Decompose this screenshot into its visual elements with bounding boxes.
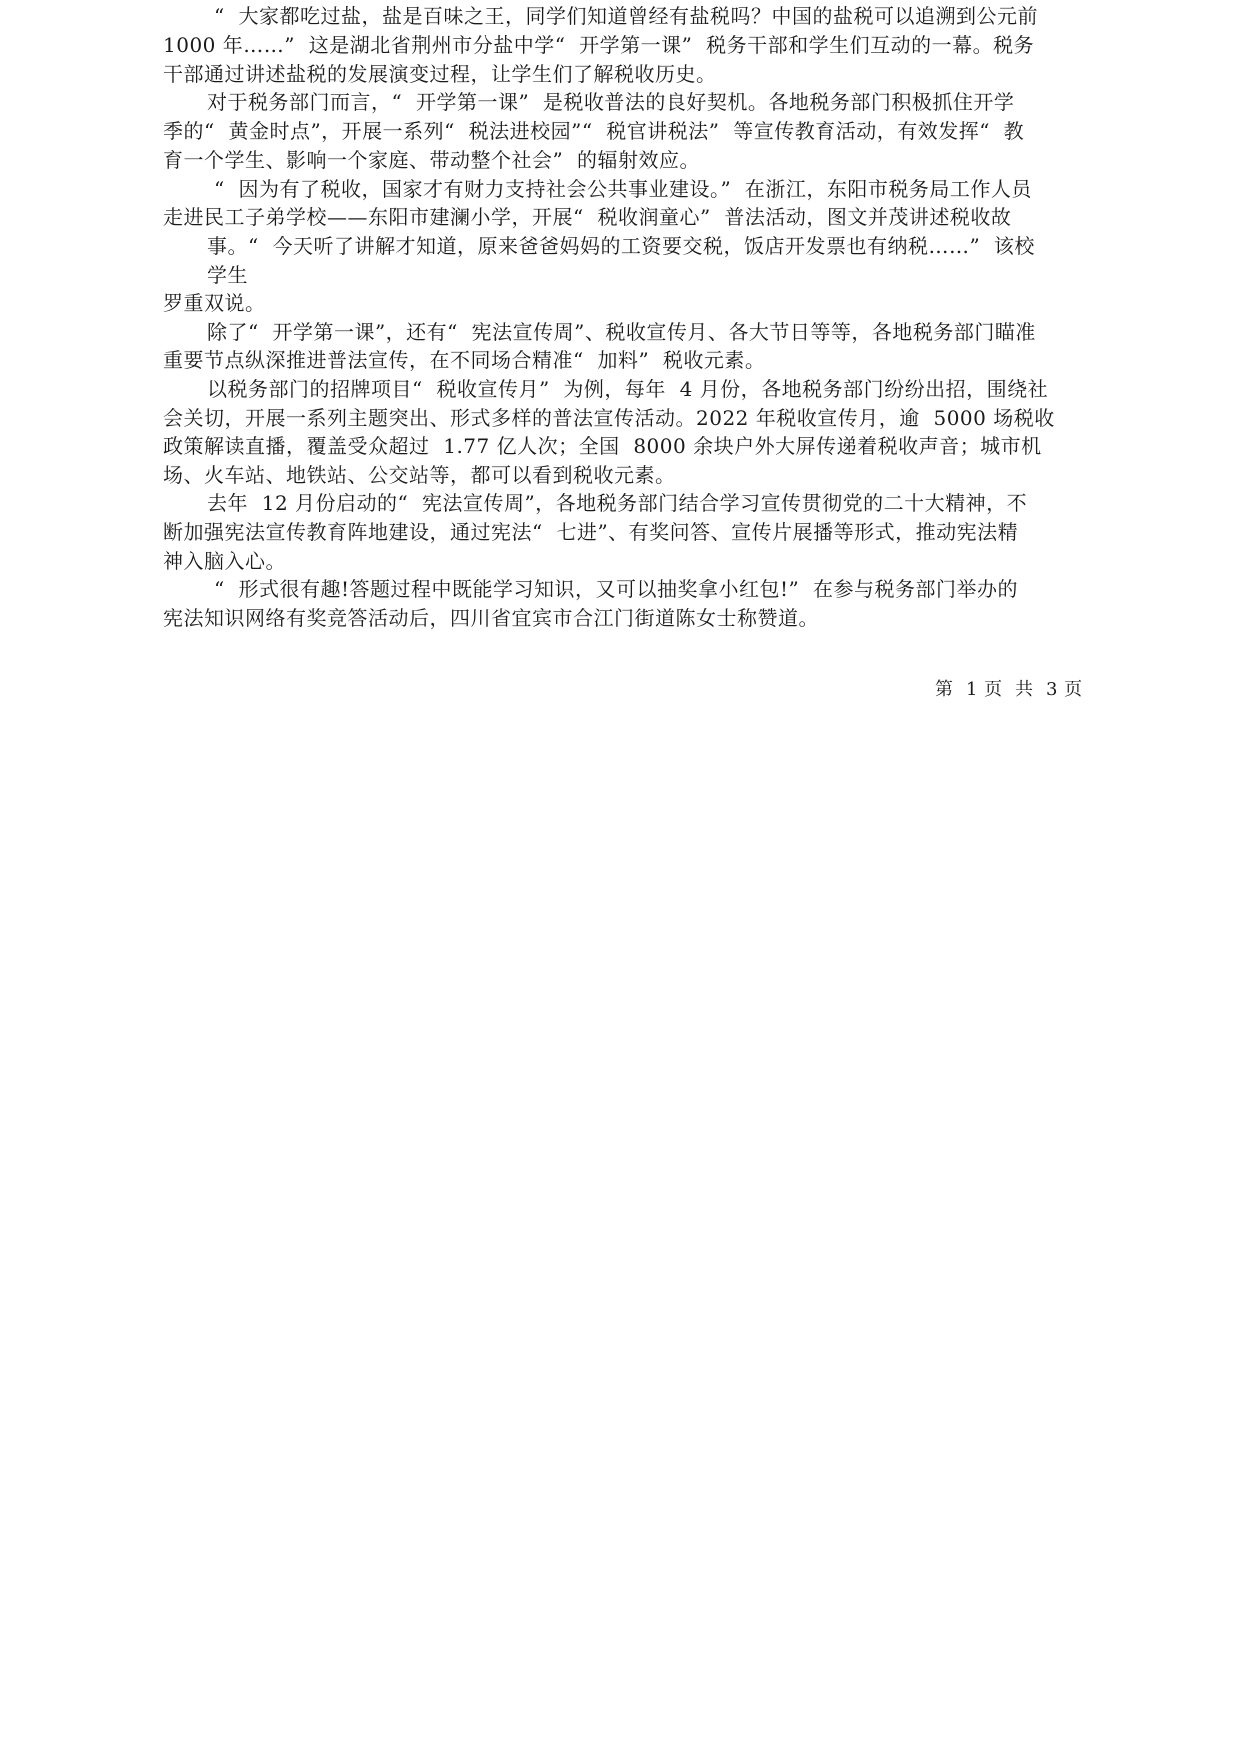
text-line: 罗重双说。 — [163, 291, 266, 315]
text-line: 干部通过讲述盐税的发展演变过程，让学生们了解税收历史。 — [163, 62, 717, 86]
text-line: 重要节点纵深推进普法宣传，在不同场合精准“ 加料” 税收元素。 — [163, 348, 766, 372]
text-line: 政策解读直播，覆盖受众超过 1.77 亿人次；全国 8000 余块户外大屏传递着税收声音；城市机 — [163, 434, 1042, 458]
text-line: 去年 12 月份启动的“ 宪法宣传周”，各地税务部门结合学习宣传贯彻党的二十大精神，不 — [207, 491, 1028, 515]
text-line: 学生 — [207, 263, 248, 287]
text-line: “ 因为有了税收，国家才有财力支持社会公共事业建设。” 在浙江，东阳市税务局工作人员 — [214, 177, 1032, 201]
text-line: 走进民工子弟学校——东阳市建澜小学，开展“ 税收润童心” 普法活动，图文并茂讲述税收故 — [163, 205, 1012, 229]
text-line: 断加强宪法宣传教育阵地建设，通过宪法“ 七进”、有奖问答、宣传片展播等形式，推动宪法精 — [163, 520, 1019, 544]
text-line: 1000 年……” 这是湖北省荆州市分盐中学“ 开学第一课” 税务干部和学生们互动的一幕。税务 — [163, 33, 1035, 57]
text-line: 育一个学生、影响一个家庭、带动整个社会” 的辐射效应。 — [163, 148, 700, 172]
text-line: 除了“ 开学第一课”，还有“ 宪法宣传周”、税收宣传月、各大节日等等，各地税务部门瞄准 — [207, 320, 1036, 344]
text-line: 对于税务部门而言，“ 开学第一课” 是税收普法的良好契机。各地税务部门积极抓住开学 — [207, 90, 1015, 114]
text-line: “ 形式很有趣!答题过程中既能学习知识，又可以抽奖拿小红包!” 在参与税务部门举办的 — [214, 577, 1018, 601]
text-line: 季的“ 黄金时点”，开展一系列“ 税法进校园”“ 税官讲税法” 等宣传教育活动，有效发挥“ 教 — [163, 119, 1025, 143]
text-line: 宪法知识网络有奖竞答活动后，四川省宜宾市合江门街道陈女士称赞道。 — [163, 606, 819, 630]
text-line: 场、火车站、地铁站、公交站等，都可以看到税收元素。 — [163, 463, 676, 487]
text-line: 神入脑入心。 — [163, 549, 286, 573]
page-number: 第 1 页 共 3 页 — [935, 679, 1083, 700]
text-line: 会关切，开展一系列主题突出、形式多样的普法宣传活动。2022 年税收宣传月，逾 5000 场税收 — [163, 406, 1055, 430]
text-line: 以税务部门的招牌项目“ 税收宣传月” 为例，每年 4 月份，各地税务部门纷纷出招，围绕社 — [207, 377, 1049, 401]
text-line: 事。“ 今天听了讲解才知道，原来爸爸妈妈的工资要交税，饭店开发票也有纳税……” 该校 — [207, 234, 1035, 258]
text-line: “ 大家都吃过盐，盐是百味之王，同学们知道曾经有盐税吗？中国的盐税可以追溯到公元前 — [214, 4, 1038, 28]
